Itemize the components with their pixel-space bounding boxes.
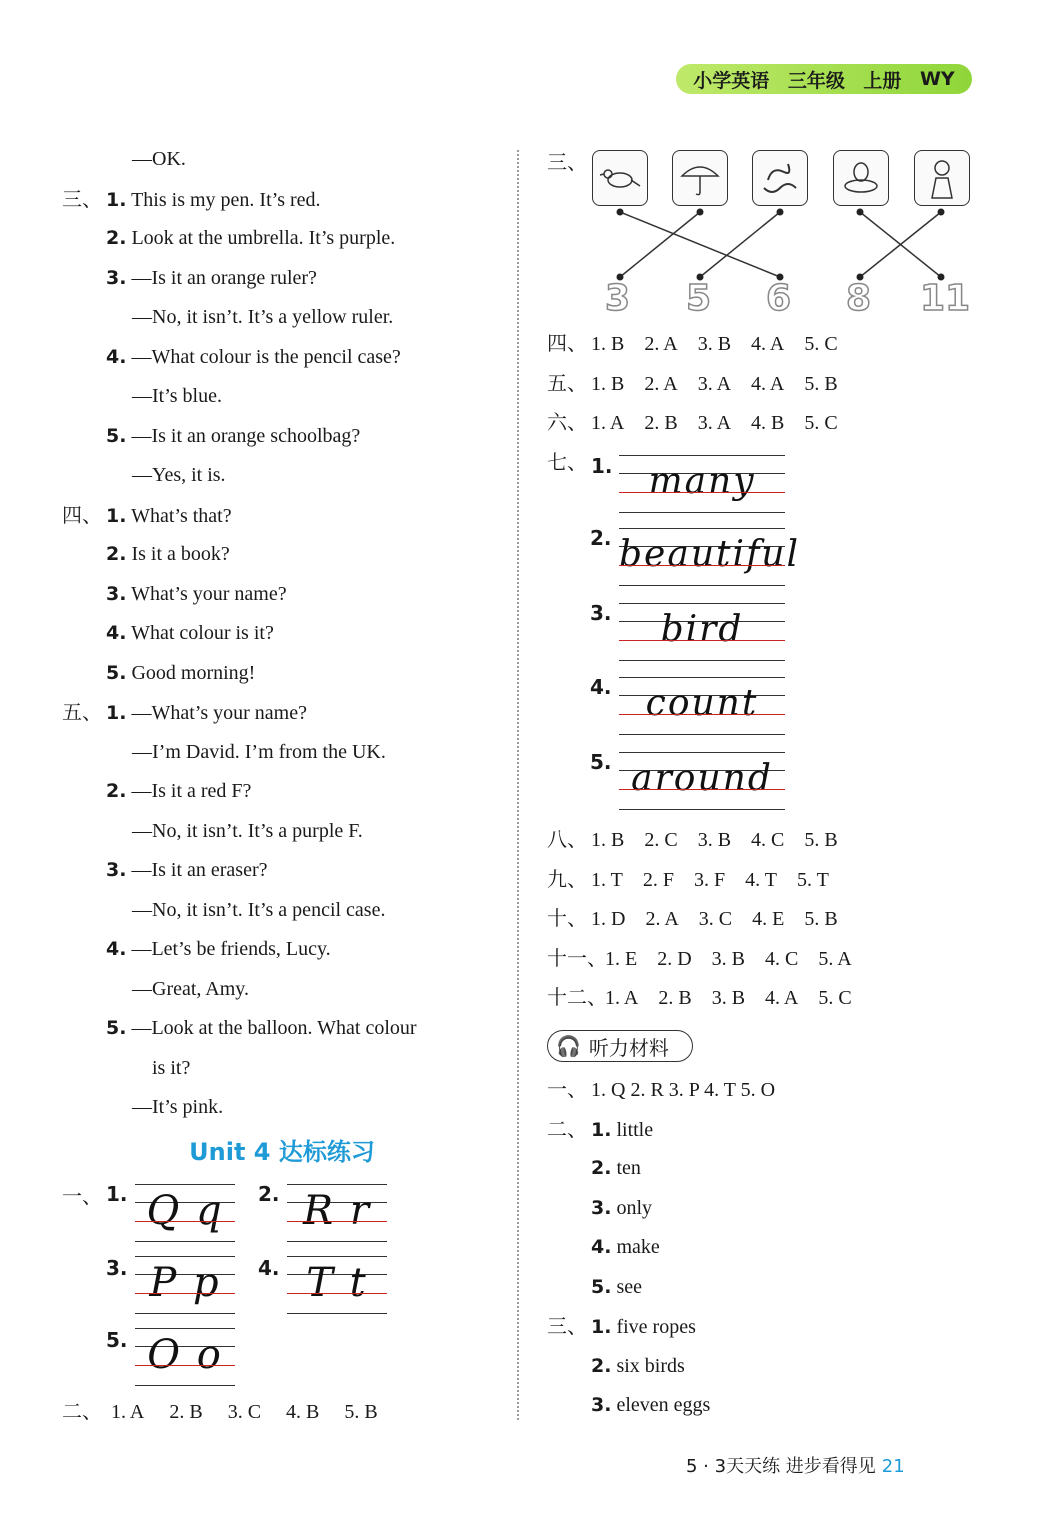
answer-item: 2. F	[642, 868, 674, 891]
answer-item: 5. B	[804, 829, 838, 851]
section-label: 二、	[547, 1116, 587, 1141]
item-text: —What colour is the pencil case?	[126, 345, 401, 368]
match-number: 8	[846, 278, 872, 319]
item-number: 2.	[591, 1354, 612, 1377]
item-text: five ropes	[611, 1316, 696, 1338]
footer-brand: 5 · 3天天练 进步看得见	[686, 1456, 876, 1477]
item-number: 3.	[591, 1196, 612, 1219]
header-grade: 三年级	[787, 69, 845, 92]
text-line	[547, 1386, 997, 1426]
item-text: —Is it an orange ruler?	[126, 266, 317, 289]
item-number: 4.	[591, 1236, 612, 1258]
answer-row	[547, 403, 997, 443]
handwritten-word: many	[648, 461, 756, 502]
word-num: 4.	[590, 675, 612, 699]
answer-item: 1. A	[111, 1401, 145, 1423]
section-label: 三、	[62, 186, 102, 211]
item-text: —What’s your name?	[126, 702, 307, 724]
text-line	[62, 812, 502, 852]
item-number: 1.	[106, 188, 127, 211]
text-line	[547, 1070, 997, 1110]
text-line	[62, 496, 502, 536]
text-line	[62, 970, 502, 1010]
answer-item: 3. B	[711, 987, 746, 1009]
answer-item: 3. A	[697, 372, 732, 395]
header-edition: WY	[919, 68, 955, 90]
answer-item: 3. B	[697, 829, 732, 851]
header-subject: 小学英语	[693, 69, 770, 92]
writing-staff	[619, 603, 785, 661]
answer-item: 3. B	[697, 333, 732, 355]
letter-num: 5.	[106, 1328, 128, 1352]
answer-item: 5. B	[804, 908, 838, 930]
word-num: 1.	[591, 454, 613, 478]
handwritten-letters: R r	[303, 1188, 371, 1234]
answer-item: 3. B	[711, 947, 746, 970]
answer-item: 5. C	[818, 987, 852, 1009]
text-line	[62, 891, 502, 931]
section-label: 五、	[547, 370, 587, 395]
word-num: 2.	[590, 526, 612, 550]
answer-item: 3. A	[697, 412, 732, 434]
section-label: 三、	[547, 150, 587, 174]
item-text: little	[611, 1118, 654, 1141]
answer-row	[62, 1392, 502, 1432]
listening-title-text: 听力材料	[588, 1035, 669, 1060]
answer-item: 4. A	[765, 987, 799, 1009]
item-number: 1.	[106, 702, 127, 724]
item-number: 2.	[106, 543, 127, 565]
text-line	[62, 535, 502, 575]
item-text: —I’m David. I’m from the UK.	[132, 740, 386, 763]
handwritten-letters: Q q	[146, 1188, 224, 1234]
writing-staff	[287, 1184, 387, 1242]
item-number: 4.	[106, 938, 127, 960]
answer-item: 4. B	[751, 412, 785, 434]
answer-row	[547, 860, 997, 900]
match-number: 5	[686, 278, 712, 319]
matching-lines	[0, 0, 1059, 320]
item-number: 3.	[106, 266, 127, 289]
section-label: 十二、	[547, 985, 607, 1009]
writing-staff	[135, 1328, 235, 1386]
item-number: 1.	[106, 504, 127, 527]
writing-staff	[619, 752, 785, 810]
item-number: 5.	[591, 1275, 612, 1298]
item-number: 3.	[106, 582, 127, 605]
answer-item: 1. B	[591, 829, 625, 851]
answer-item: 4. E	[752, 908, 785, 930]
handwritten-word: around	[631, 758, 773, 799]
answer-item: 2. A	[645, 908, 679, 930]
answer-row	[547, 364, 997, 404]
answer-item: 2. A	[644, 333, 678, 355]
item-text: —Is it an eraser?	[126, 859, 268, 881]
answer-item: 2. C	[644, 829, 678, 851]
answer-item: 4. A	[751, 372, 785, 395]
match-number: 3	[605, 278, 631, 319]
text-line	[547, 1149, 997, 1189]
handwritten-word: count	[645, 683, 759, 724]
item-number: 2.	[591, 1157, 612, 1179]
answer-item: 1. D	[591, 908, 626, 930]
item-text: What’s that?	[126, 504, 232, 527]
answer-item: 5. C	[804, 333, 838, 355]
letter-num: 4.	[258, 1256, 280, 1280]
text-line	[547, 1228, 997, 1268]
item-number: 3.	[591, 1394, 612, 1416]
answer-item: 4. C	[765, 947, 799, 970]
writing-staff	[135, 1184, 235, 1242]
text-line	[62, 1009, 502, 1049]
section-label: 六、	[547, 410, 587, 434]
item-number: 3.	[106, 859, 127, 881]
answer-item: 1. B	[591, 372, 625, 395]
item-text: six birds	[611, 1354, 685, 1377]
item-number: 2.	[106, 780, 127, 802]
section-label: 三、	[547, 1314, 587, 1338]
text-line	[547, 1110, 997, 1150]
section-label: 一、	[62, 1184, 102, 1208]
text-line	[62, 575, 502, 615]
answer-item: 2. B	[658, 987, 692, 1009]
text-line	[62, 614, 502, 654]
answer-item: 3. F	[693, 868, 726, 891]
item-text: Is it a book?	[126, 543, 230, 565]
item-text: ten	[611, 1157, 641, 1179]
text-line	[62, 654, 502, 694]
handwritten-letters: T t	[306, 1260, 368, 1306]
item-text: —Yes, it is.	[132, 464, 226, 486]
unit-title: Unit 4 达标练习	[189, 1138, 375, 1166]
word-num: 5.	[590, 750, 612, 774]
letter-num: 3.	[106, 1256, 128, 1280]
item-text: eleven eggs	[611, 1394, 711, 1416]
answers-bottom	[547, 820, 997, 1018]
item-text: Good morning!	[126, 661, 256, 684]
writing-staff	[619, 677, 785, 735]
letter-num: 2.	[258, 1182, 280, 1206]
answer-row	[547, 899, 997, 939]
item-number: 5.	[106, 424, 127, 447]
headphones-icon: 🎧	[556, 1034, 581, 1058]
text-line	[547, 1189, 997, 1229]
section-label: 五、	[62, 700, 102, 724]
text-line	[62, 693, 502, 733]
answer-item: 2. B	[169, 1401, 203, 1423]
item-text: 1. Q 2. R 3. P 4. T 5. O	[591, 1079, 776, 1101]
text-line	[62, 930, 502, 970]
text-line	[62, 417, 502, 457]
item-text: see	[611, 1275, 642, 1298]
handwritten-letters: O o	[147, 1332, 223, 1378]
text-line	[62, 1088, 502, 1128]
section-label: 十一、	[547, 945, 607, 970]
section-label: 四、	[547, 331, 587, 355]
item-number: 4.	[106, 345, 127, 368]
column-divider	[517, 150, 519, 1420]
answer-item: 3. C	[698, 908, 733, 930]
item-text: only	[611, 1196, 653, 1219]
answer-item: 1. A	[591, 412, 625, 434]
answer-item: 5. B	[804, 372, 838, 395]
item-text: What’s your name?	[126, 582, 287, 605]
handwritten-letters: P p	[149, 1260, 221, 1306]
answer-item: 5. T	[796, 868, 829, 891]
section-label: 二、	[62, 1399, 102, 1423]
word-num: 3.	[590, 601, 612, 625]
item-text: —It’s pink.	[132, 1096, 224, 1118]
item-text: Look at the umbrella. It’s purple.	[126, 227, 396, 249]
handwritten-word: bird	[660, 609, 744, 650]
listening-list	[547, 1070, 997, 1426]
answer-row	[547, 939, 997, 979]
letter-num: 1.	[106, 1182, 128, 1206]
handwritten-word: beautiful	[619, 534, 801, 575]
text-line	[547, 1307, 997, 1347]
answer-item: 4. B	[286, 1401, 320, 1423]
item-text: —Let’s be friends, Lucy.	[126, 938, 331, 960]
text-line	[547, 1347, 997, 1387]
item-text: —No, it isn’t. It’s a yellow ruler.	[132, 306, 394, 328]
answer-item: 5. B	[344, 1401, 378, 1423]
answer-item: 4. A	[751, 333, 785, 355]
item-number: 4.	[106, 622, 127, 644]
item-text: —It’s blue.	[132, 385, 222, 407]
section-label: 四、	[62, 502, 102, 527]
writing-staff	[135, 1256, 235, 1314]
answer-item: 1. A	[605, 987, 639, 1009]
section-label: 七、	[547, 450, 587, 474]
answer-item: 2. A	[644, 372, 678, 395]
section-label: 八、	[547, 827, 587, 851]
answer-item: 3. C	[227, 1401, 262, 1423]
section-label: 一、	[547, 1077, 587, 1101]
item-text: is it?	[152, 1056, 191, 1079]
item-number: 2.	[106, 227, 127, 249]
text-line	[62, 456, 502, 496]
answer-item: 5. A	[818, 947, 852, 970]
answer-row	[547, 978, 997, 1018]
item-text: This is my pen. It’s red.	[126, 188, 321, 211]
match-number: 6	[766, 278, 792, 319]
answer-item: 5. C	[804, 412, 838, 434]
section-label: 九、	[547, 866, 587, 891]
answer-item: 2. D	[657, 947, 692, 970]
answer-row	[547, 324, 997, 364]
page-number: 21	[881, 1456, 905, 1477]
item-text: —Is it a red F?	[126, 780, 252, 802]
item-number: 1.	[591, 1316, 612, 1338]
item-text: —OK.	[132, 148, 186, 170]
text-line	[547, 1268, 997, 1308]
writing-staff	[619, 528, 801, 586]
section-label: 十、	[547, 906, 587, 930]
answer-item: 1. T	[591, 868, 623, 891]
text-line	[62, 772, 502, 812]
item-text: —Great, Amy.	[132, 977, 250, 1000]
writing-staff	[287, 1256, 387, 1314]
item-text: —Is it an orange schoolbag?	[126, 424, 361, 447]
footer	[686, 1452, 905, 1478]
text-line	[62, 338, 502, 378]
writing-staff	[619, 455, 785, 513]
item-text: —No, it isn’t. It’s a pencil case.	[132, 898, 386, 921]
text-line	[62, 377, 502, 417]
item-text: —No, it isn’t. It’s a purple F.	[132, 819, 363, 842]
item-text: What colour is it?	[126, 622, 274, 644]
header-volume: 上册	[863, 69, 902, 92]
answer-item: 1. B	[591, 333, 625, 355]
match-number: 11	[920, 278, 971, 319]
text-line	[62, 851, 502, 891]
text-line	[62, 1049, 502, 1089]
item-number: 5.	[106, 1017, 127, 1039]
item-text: make	[611, 1236, 660, 1258]
item-number: 5.	[106, 661, 127, 684]
answer-item: 4. T	[745, 868, 777, 891]
answer-item: 2. B	[644, 412, 678, 434]
answers-top	[547, 324, 997, 443]
listening-title	[547, 1030, 693, 1062]
answer-item: 4. C	[751, 829, 785, 851]
item-text: —Look at the balloon. What colour	[126, 1017, 417, 1039]
text-line	[62, 733, 502, 773]
answer-row	[547, 820, 997, 860]
answer-item: 1. E	[605, 947, 638, 970]
item-number: 1.	[591, 1118, 612, 1141]
